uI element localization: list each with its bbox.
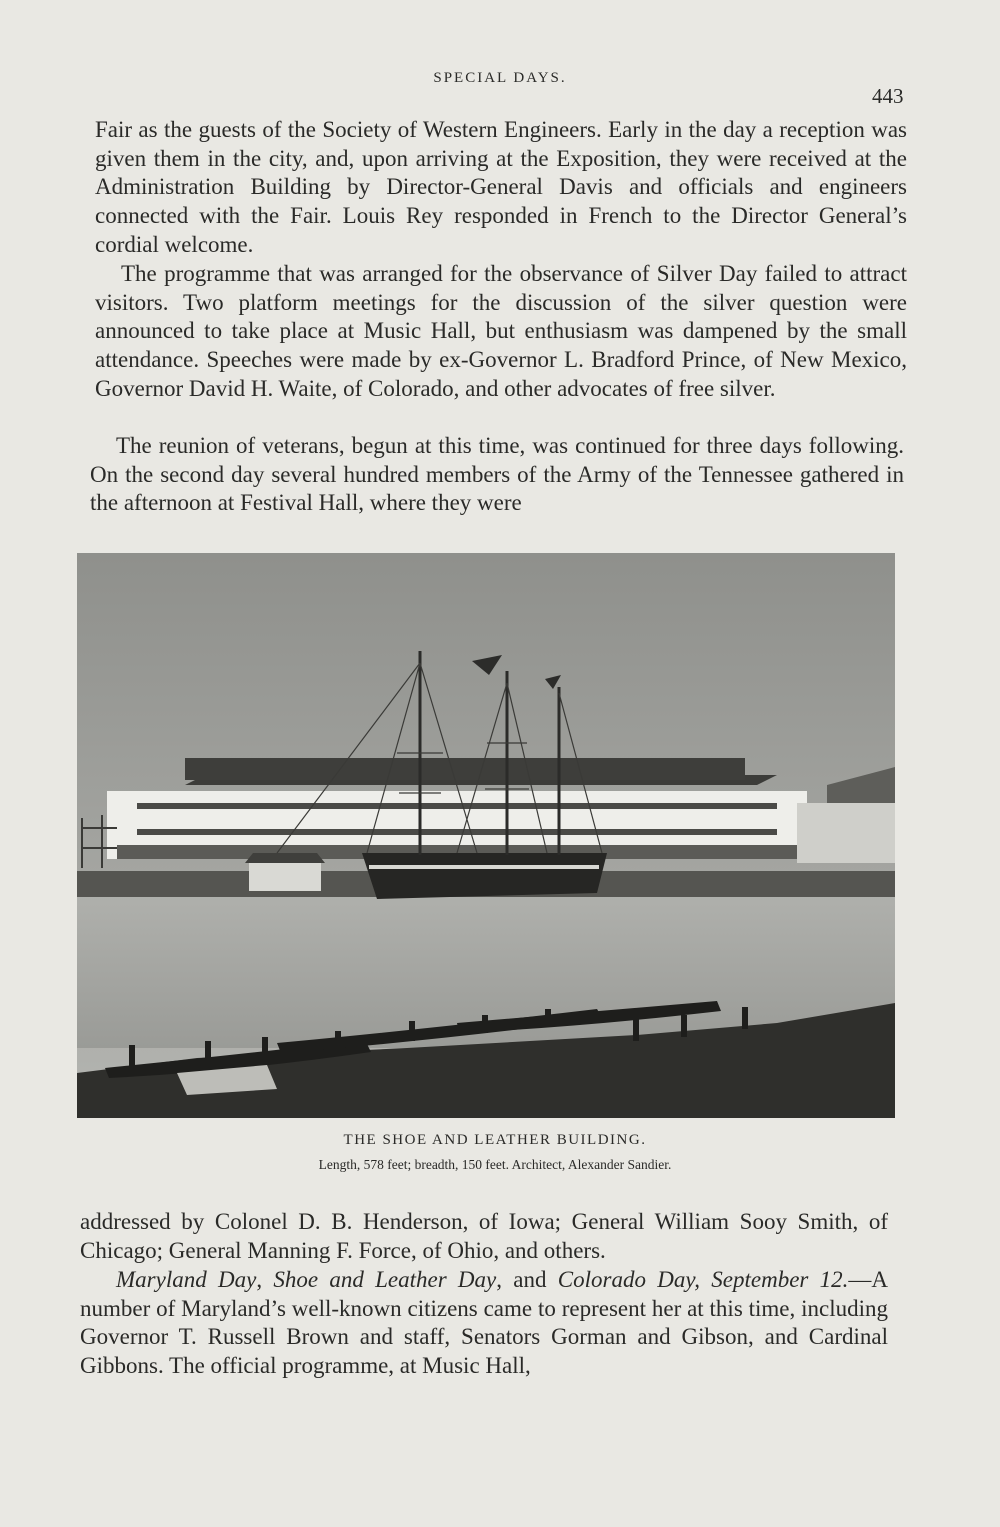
page-number: 443 <box>872 84 904 108</box>
paragraph-4: addressed by Colonel D. B. Henderson, of Iowa; General William Sooy Smith, of Chicago; General Manning F. Force, of Ohio, and others. <box>80 1209 888 1263</box>
paragraph-1: Fair as the guests of the Society of Western Engineers. Early in the day a reception was given them in the city, and, upon arriving at the Exposition, they were received at the Administration Building by Director-General Davis and officials and engineers connected with the Fair. Louis Rey responded in French to the Director General’s cordial welcome. <box>95 117 907 257</box>
paragraph-3: The reunion of veterans, begun at this time, was continued for three days following. On the second day several hundred members of the Army of the Tennessee gathered in the afternoon at Festival Hall, where they were <box>90 433 904 516</box>
photo-illustration <box>77 553 895 1118</box>
paragraph-5-body: —A number of Maryland’s well-known citizens came to represent her at this time, including Governor T. Russell Brown and staff, Senators Gorman and Gibson, and Cardinal Gibbons. The official programme, at Music Hall, <box>80 1267 889 1379</box>
heading-separator: , and <box>496 1267 558 1292</box>
running-head: SPECIAL DAYS. <box>433 70 567 86</box>
paragraph-2: The programme that was arranged for the observance of Silver Day failed to attract visitors. Two platform meetings for the discussion of the silver question were announced to take place at Music Hall, but enthusiasm was dampened by the small attendance. Speeches were made by ex-Governor L. Bradford Prince, of New Mexico, Governor David H. Waite, of Colorado, and other advocates of free silver. <box>95 261 907 401</box>
section-heading-maryland-day: Maryland Day <box>116 1267 257 1292</box>
section-heading-colorado-day: Colorado Day, September 12. <box>557 1267 849 1292</box>
building-photograph <box>77 553 895 1118</box>
figure-caption-title: THE SHOE AND LEATHER BUILDING. <box>343 1132 647 1148</box>
section-heading-shoe-leather-day: Shoe and Leather Day <box>273 1267 497 1292</box>
heading-separator: , <box>256 1267 274 1292</box>
figure-caption-subtitle: Length, 578 feet; breadth, 150 feet. Architect, Alexander Sandier. <box>318 1157 672 1172</box>
paragraph-5 <box>80 1266 888 1381</box>
